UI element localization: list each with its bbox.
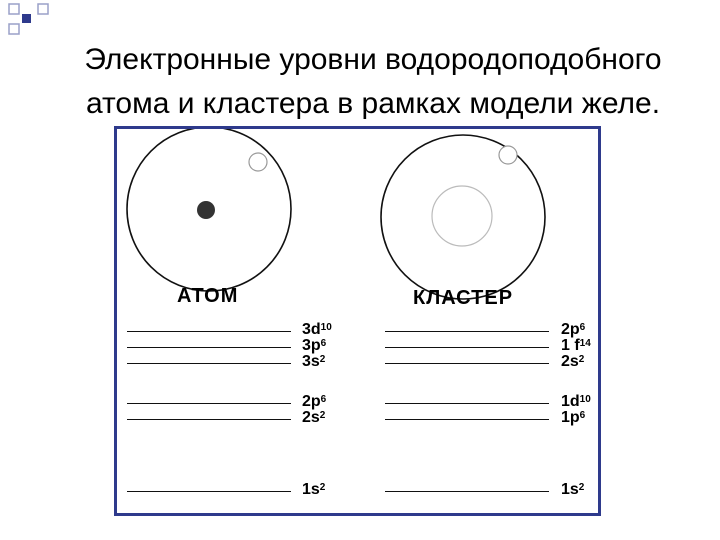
atom-orbital-name: 3p [302, 337, 321, 354]
filled-square [22, 14, 31, 23]
cluster-orbital-name: 1 f [561, 337, 580, 354]
cluster-orbital-occupancy: 2 [578, 354, 585, 365]
atom-level-line [127, 491, 291, 492]
atom-orbital-name: 3s [302, 353, 320, 370]
cluster-level-label [561, 482, 584, 498]
cluster-orbital-name: 2p [561, 321, 580, 338]
atom-level-label [302, 338, 326, 354]
cluster-level-line [385, 491, 549, 492]
cluster-level-line [385, 403, 549, 404]
atom-electron [249, 153, 267, 171]
atom-orbital-occupancy: 2 [319, 482, 326, 493]
slide-title-line-2: атома и кластера в рамках модели желе. [85, 87, 661, 120]
cluster-orbital-name: 2s [561, 353, 579, 370]
cluster-orbital-name: 1s [561, 481, 579, 498]
cluster-orbital-occupancy: 14 [579, 338, 591, 349]
atom-heading: АТОМ [177, 285, 239, 307]
cluster-orbital-occupancy: 10 [579, 394, 591, 405]
cluster-orbital-occupancy: 6 [579, 322, 586, 333]
cluster-orbital-occupancy: 2 [578, 482, 585, 493]
atom-orbital-name: 2s [302, 409, 320, 426]
atom-nucleus [197, 201, 215, 219]
outline-square-3 [9, 24, 19, 34]
cluster-level-line [385, 419, 549, 420]
slide-title [28, 38, 718, 126]
cluster-level-label [561, 354, 584, 370]
cluster-orbital-name: 1p [561, 409, 580, 426]
cluster-level-line [385, 347, 549, 348]
orbit-drawings [117, 129, 598, 513]
atom-orbital-occupancy: 2 [319, 410, 326, 421]
cluster-orbital-occupancy: 6 [579, 410, 586, 421]
atom-orbital-occupancy: 6 [320, 338, 327, 349]
atom-level-line [127, 347, 291, 348]
cluster-orbital-name: 1d [561, 393, 580, 410]
outline-square-1 [9, 4, 19, 14]
decorative-squares [0, 0, 60, 40]
cluster-heading: КЛАСТЕР [413, 287, 514, 309]
cluster-level-line [385, 363, 549, 364]
atom-orbital-occupancy: 6 [320, 394, 327, 405]
atom-orbital-occupancy: 2 [319, 354, 326, 365]
atom-level-label [302, 410, 325, 426]
atom-orbital-name: 2p [302, 393, 321, 410]
atom-level-label [302, 354, 325, 370]
cluster-level-label [561, 410, 585, 426]
outline-square-2 [38, 4, 48, 14]
atom-level-label [302, 394, 326, 410]
atom-level-label [302, 482, 325, 498]
atom-orbital-occupancy: 10 [320, 322, 332, 333]
cluster-electron [499, 146, 517, 164]
cluster-level-label [561, 394, 591, 410]
cluster-level-line [385, 331, 549, 332]
atom-level-line [127, 331, 291, 332]
atom-orbital-name: 1s [302, 481, 320, 498]
energy-level-figure [114, 126, 601, 516]
atom-level-line [127, 419, 291, 420]
atom-level-label [302, 322, 332, 338]
cluster-level-label [561, 322, 585, 338]
atom-orbital-name: 3d [302, 321, 321, 338]
cluster-level-label [561, 338, 591, 354]
atom-level-line [127, 403, 291, 404]
slide-title-line-1: Электронные уровни водородоподобного [84, 43, 662, 76]
atom-level-line [127, 363, 291, 364]
cluster-jellium-core [432, 186, 492, 246]
cluster-orbit [381, 135, 545, 299]
